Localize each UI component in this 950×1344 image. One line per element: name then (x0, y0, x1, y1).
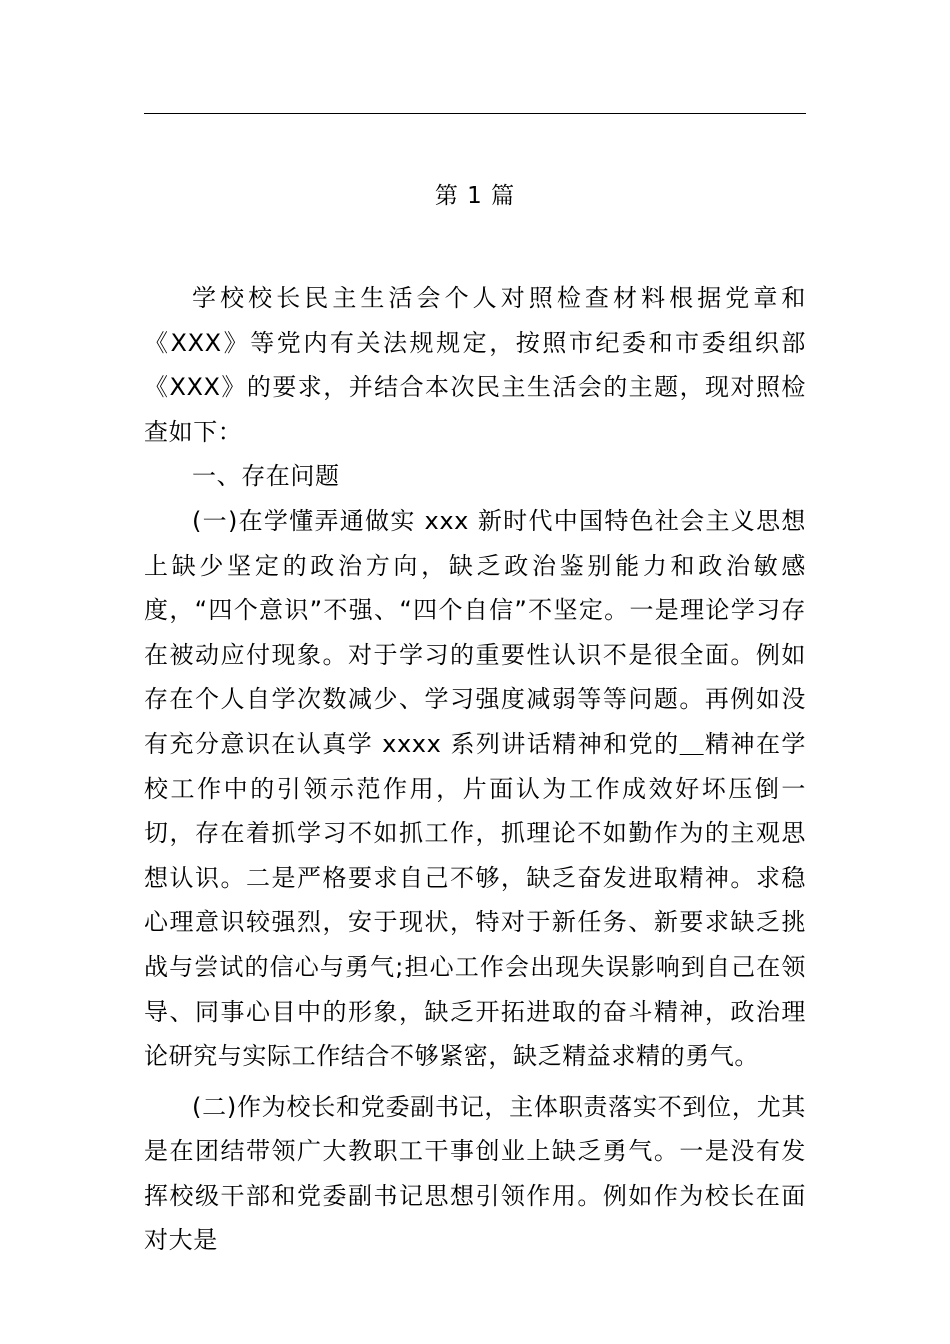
issue-paragraph-2: (二)作为校长和党委副书记，主体职责落实不到位，尤其是在团结带领广大教职工干事创业上缺乏勇气。一是没有发挥校级干部和党委副书记思想引领作用。例如作为校长在面对大是 (144, 1092, 806, 1255)
header-rule (144, 113, 806, 114)
document-body (144, 276, 806, 1263)
section-heading: 一、存在问题 (192, 462, 340, 491)
issue-paragraph-1: (一)在学懂弄通做实 xxx 新时代中国特色社会主义思想上缺少坚定的政治方向，缺乏政治鉴别能力和政治敏感度，“四个意识”不强、“四个自信”不坚定。一是理论学习存在被动应付现象。对于学习的重要性认识不是很全面。例如存在个人自学次数减少、学习强度减弱等等问题。再例如没有充分意识在认真学 xxxx 系列讲话精神和党的＿精神在学校工作中的引领示范作用，片面认为工作成效好坏压倒一切，存在着抓学习不如抓工作，抓理论不如勤作为的主观思想认识。二是严格要求自己不够，缺乏奋发进取精神。求稳心理意识较强烈，安于现状，特对于新任务、新要求缺乏挑战与尝试的信心与勇气;担心工作会出现失误影响到自己在领导、同事心目中的形象，缺乏开拓进取的奋斗精神，政治理论研究与实际工作结合不够紧密，缺乏精益求精的勇气。 (144, 506, 806, 1071)
chapter-title: 第 1 篇 (434, 183, 516, 209)
intro-paragraph: 学校校长民主生活会个人对照检查材料根据党章和《XXX》等党内有关法规规定，按照市纪委和市委组织部《XXX》的要求，并结合本次民主生活会的主题，现对照检查如下： (144, 284, 806, 446)
